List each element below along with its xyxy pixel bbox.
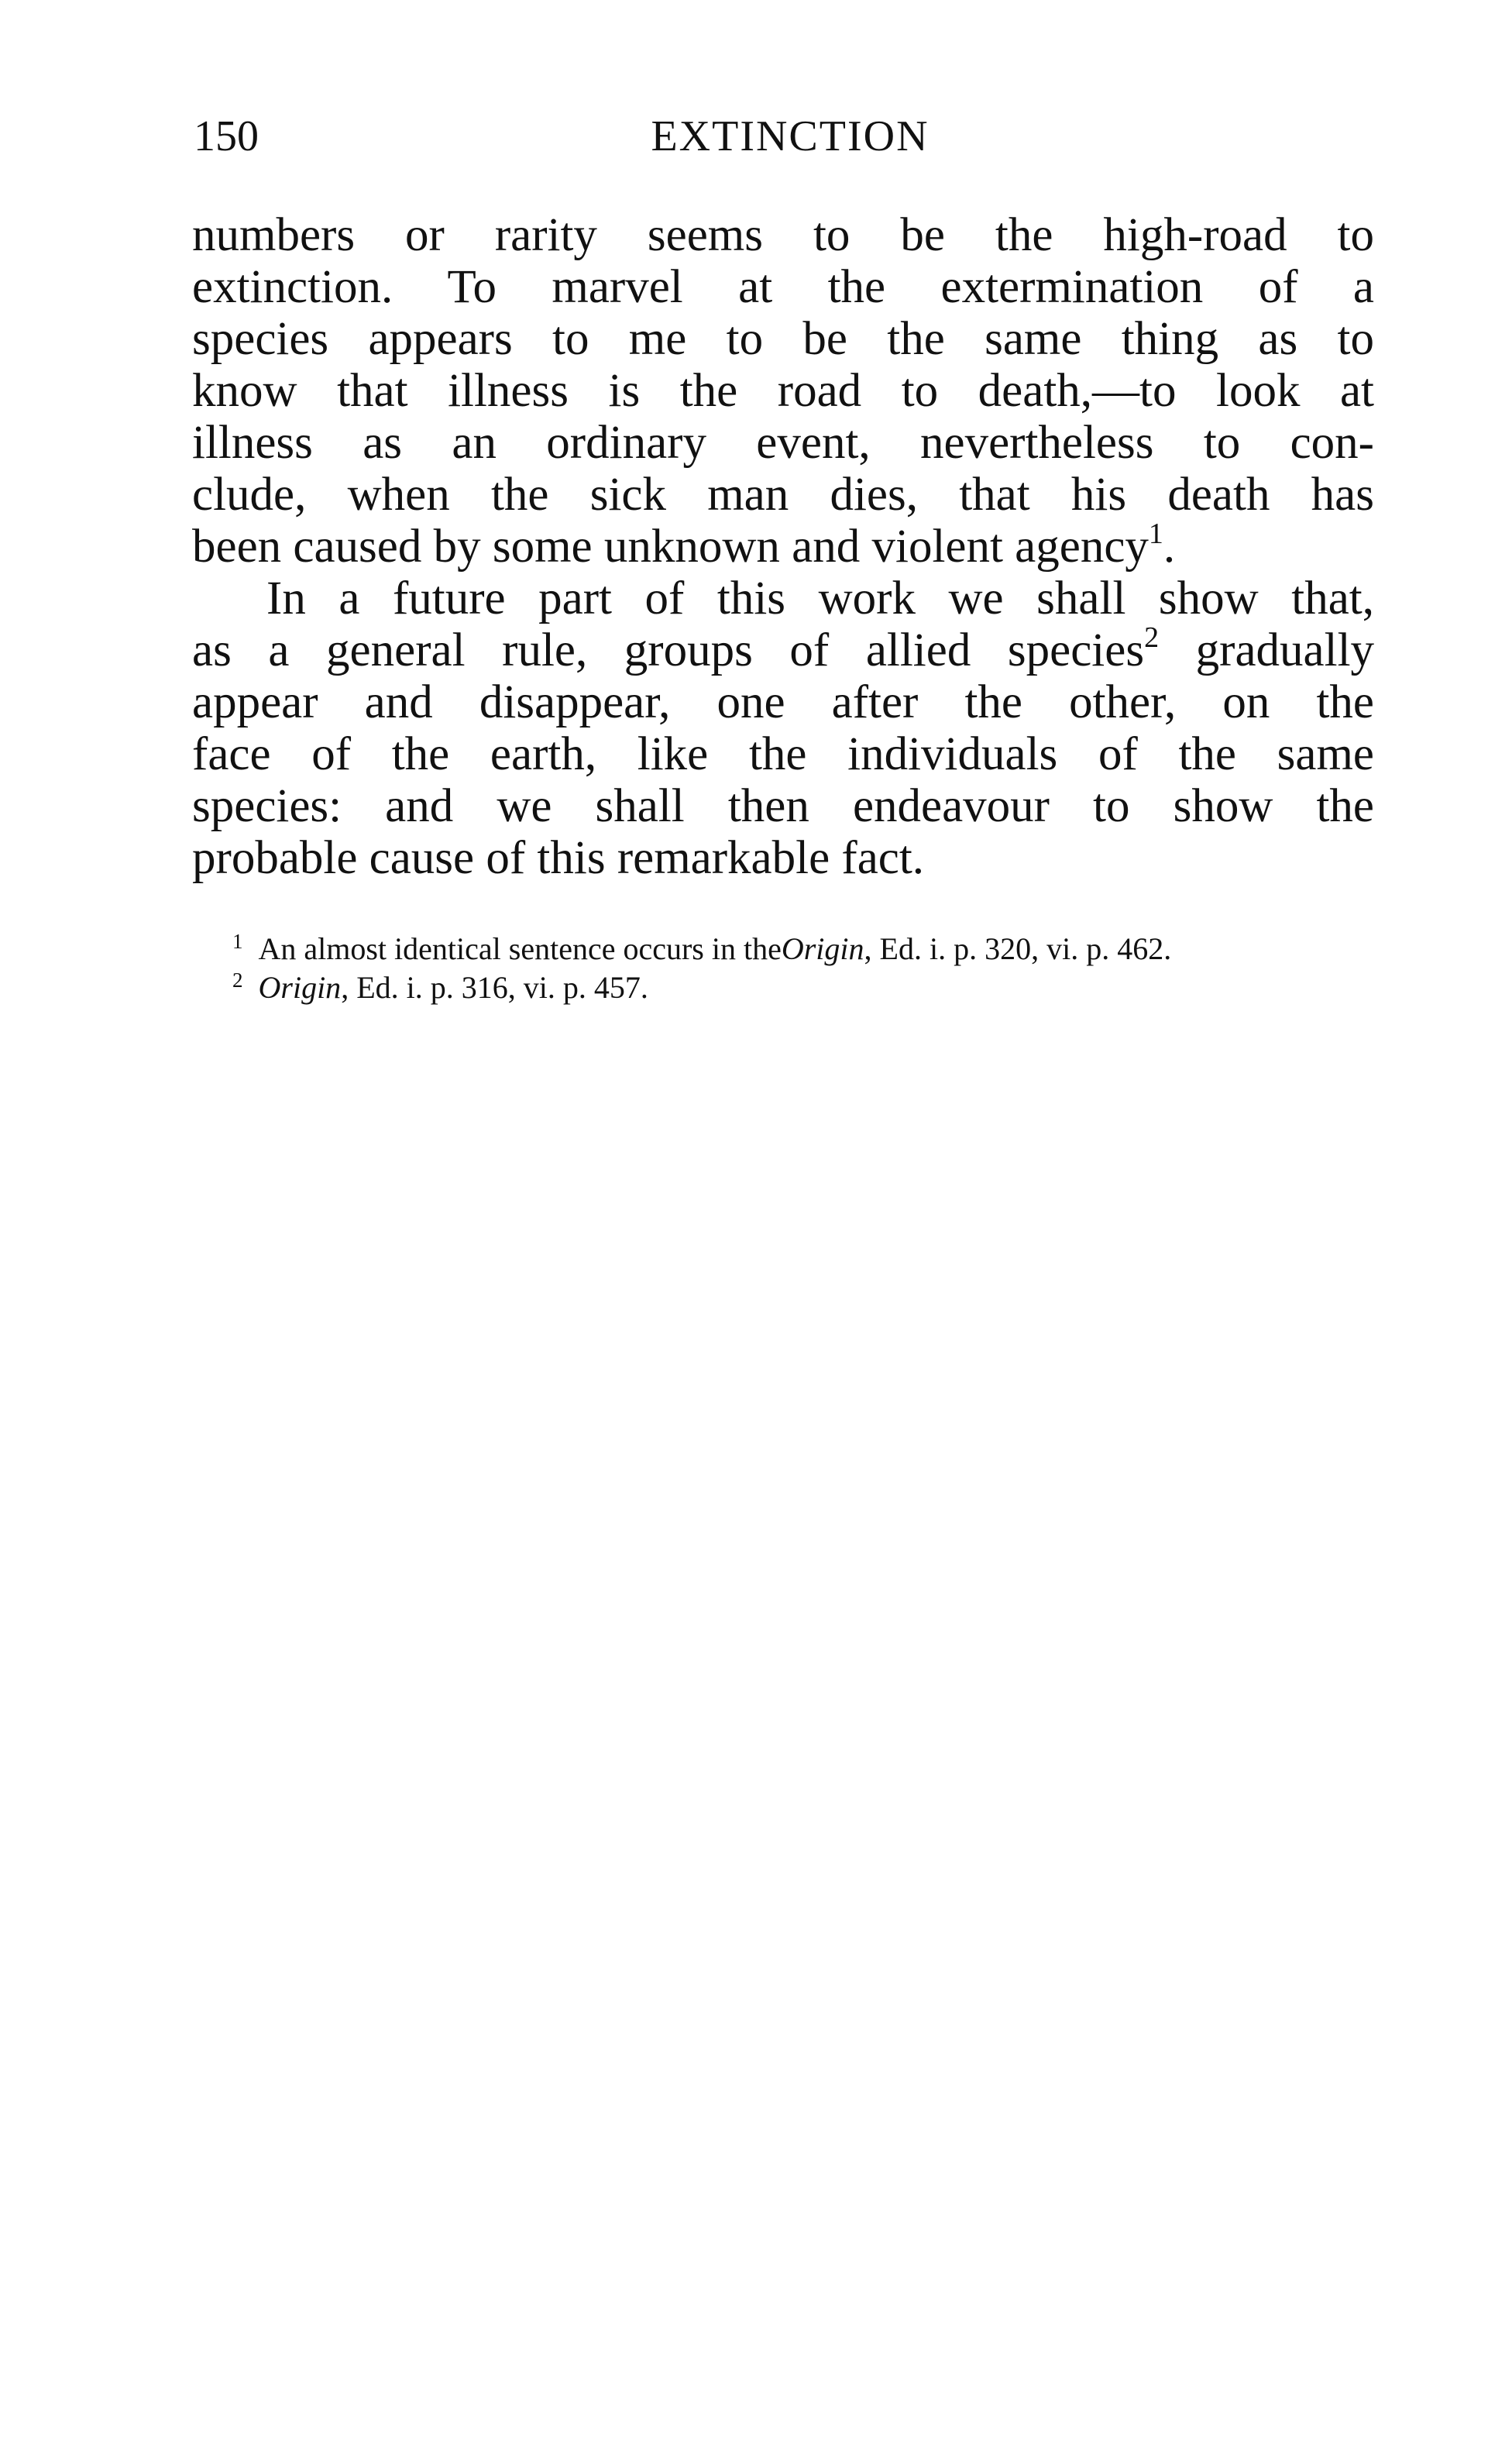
text-line-content: been caused by some unknown and violent agency: [192, 521, 1149, 573]
text-line: probable cause of this remarkable fact.: [192, 832, 925, 884]
footnote-reference: 1: [1148, 518, 1163, 550]
paragraph-2: [192, 573, 1374, 884]
text-line: [192, 518, 1374, 573]
footnote-italic-title: Origin: [258, 970, 342, 1005]
footnote-text: , Ed. i. p. 320, vi. p. 462.: [864, 931, 1172, 966]
footnotes: [232, 930, 1374, 1007]
page-number: 150: [194, 112, 259, 160]
text-line: face of the earth, like the individuals of the same: [192, 728, 1374, 780]
footnote-text: An almost identical sentence occurs in the: [258, 931, 782, 966]
text-line-content: gradually: [1195, 624, 1375, 676]
footnote: 2 Origin, Ed. i. p. 316, vi. p. 457.: [232, 968, 648, 1005]
text-line: species: and we shall then endeavour to show the: [192, 780, 1374, 832]
footnote: 1 An almost identical sentence occurs in theOrigin, Ed. i. p. 320, vi. p. 462.: [232, 930, 1172, 966]
text-line: [192, 621, 1375, 676]
paragraph-1: [192, 209, 1374, 573]
text-line-content: as a general rule, groups of allied species: [192, 624, 1145, 676]
running-title: EXTINCTION: [651, 112, 930, 160]
footnote-reference: 2: [1144, 621, 1160, 654]
text-line: illness as an ordinary event, nevertheless to con-: [192, 417, 1374, 469]
body-text: [192, 209, 1374, 884]
text-line: numbers or rarity seems to be the high-road to: [192, 209, 1374, 261]
sentence-end: .: [1163, 521, 1176, 573]
footnote-italic-title: Origin: [781, 931, 864, 966]
text-line: In a future part of this work we shall show that,: [266, 573, 1374, 624]
text-line: extinction. To marvel at the extermination of a: [192, 261, 1374, 313]
text-line: appear and disappear, one after the other, on the: [192, 676, 1374, 728]
text-line: clude, when the sick man dies, that his death has: [192, 469, 1374, 521]
text-line: know that illness is the road to death,—to look at: [192, 365, 1374, 417]
footnote-text: , Ed. i. p. 316, vi. p. 457.: [341, 970, 648, 1005]
text-line: species appears to me to be the same thing as to: [192, 313, 1374, 365]
running-head: [194, 105, 1371, 167]
